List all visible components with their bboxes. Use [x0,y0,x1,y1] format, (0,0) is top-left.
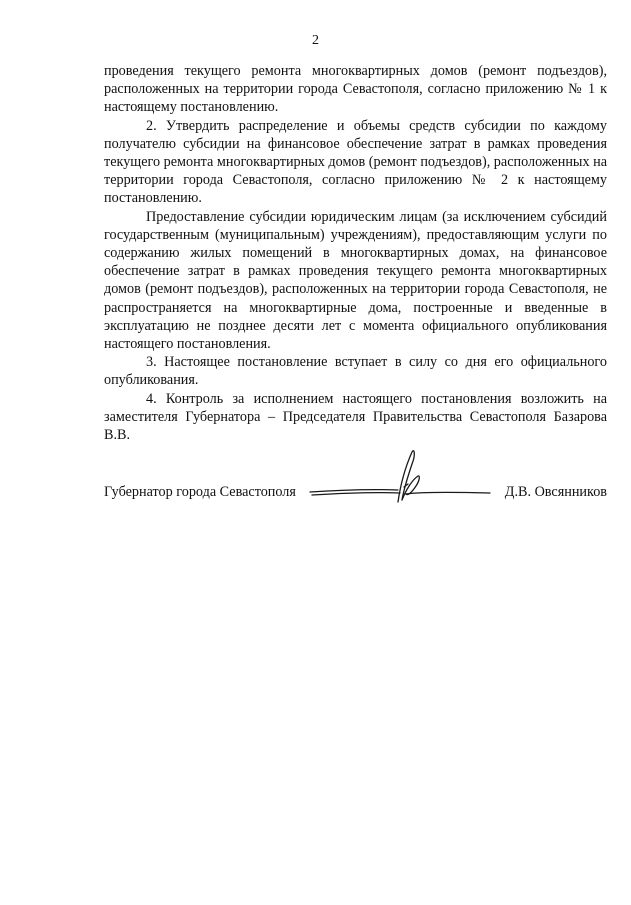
paragraph-item-3: 3. Настоящее постановление вступает в силу со дня его официального опубликования. [104,354,607,389]
signatory-name: Д.В. Овсянников [504,484,607,500]
paragraph-item-2: 2. Утвердить распределение и объемы средств субсидии по каждому получателю субсидии на финансовое обеспечение затрат в рамках проведения текущего ремонта многоквартирных домов (ремонт подъездов), расположенных на территории города Севастополя, согласно приложению № 2 к настоящему постановлению. [104,117,607,207]
signature-block [104,484,607,506]
signatory-title: Губернатор города Севастополя [104,484,296,500]
page-number: 2 [312,33,319,48]
paragraph-item-4: 4. Контроль за исполнением настоящего постановления возложить на заместителя Губернатора – Председателя Правительства Севастополя Базарова В.В. [104,390,607,444]
paragraph-subsidy-note: Предоставление субсидии юридическим лицам (за исключением субсидий государственным (муниципальным) учреждениям), предоставляющим услуги по содержанию жилых помещений в многоквартирных домах, на финансовое обеспечение затрат в рамках проведения текущего ремонта многоквартирных домов (ремонт подъездов), расположенных на территории города Севастополя, не распространяется на многоквартирные дома, построенные и введенные в эксплуатацию не позднее десяти лет с момента официального опубликования настоящего постановления. [104,208,607,353]
paragraph-continuation: проведения текущего ремонта многоквартирных домов (ремонт подъездов), расположенных на территории города Севастополя, согласно приложению № 1 к настоящему постановлению. [104,63,607,116]
document-body [104,62,607,444]
